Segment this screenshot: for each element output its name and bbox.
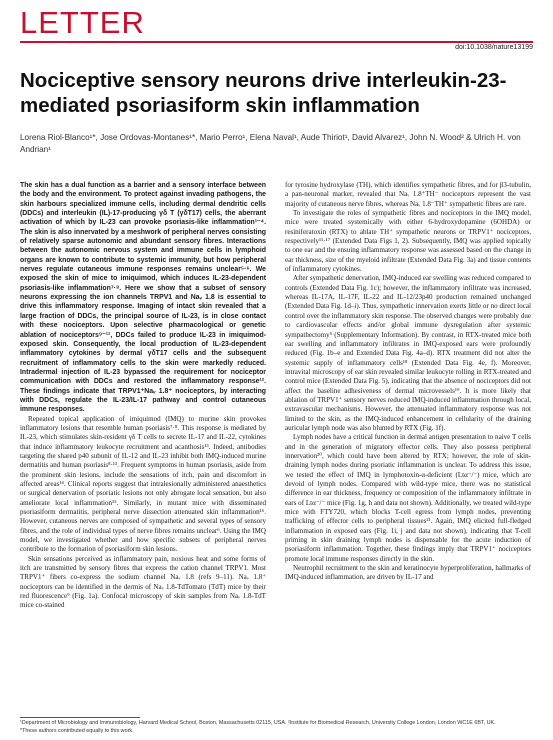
right-column <box>285 181 531 583</box>
equal-contribution-footnote: *These authors contributed equally to this work. <box>20 727 134 734</box>
journal-header <box>20 6 533 42</box>
affiliations-footnote: ¹Department of Microbiology and Immunobiology, Harvard Medical School, Boston, Massachusetts 02115, USA. ²Institute for Biomedical Research, University College London, London WC1E 6BT, UK. <box>20 720 496 726</box>
footnotes <box>20 720 533 735</box>
body-paragraph: Neutrophil recruitment to the skin and keratinocyte hyperproliferation, hallmarks of IMQ-induced inflammation, are driven by IL-17 and <box>285 564 531 582</box>
doi-link[interactable]: doi:10.1038/nature13199 <box>455 44 533 51</box>
body-paragraph: After sympathetic denervation, IMQ-induced ear swelling was reduced compared to controls (Extended Data Fig. 1c); however, the inflammatory infiltrate was increased, whereas IL-17A, IL-17F, IL-22 and IL-12/23p40 production remained unchanged (Extended Data Fig. 1d–i). Thus, sympathetic innervation exerts little or no direct local control over the inflammatory skin response. The observed changes were probably due to cardiovascular effects and/or global immune dysregulation after systemic sympathectomy⁵ (Supplementary Information). By contrast, in RTX-treated mice both ear swelling and inflammatory infiltrates in IMQ-exposed ears were profoundly reduced (Fig. 1b–e and Extended Data Fig. 4a–d). RTX treatment did not alter the systemic supply of inflammatory cells¹⁸ (Extended Data Fig. 4e, f). Moreover, intravital microscopy of ear skin revealed similar leukocyte rolling in RTX-treated and control mice (Extended Data Fig. 5), indicating that the absence of nociceptors did not affect the baseline adhesiveness of dermal microvessels¹⁹. It is more likely that ablation of TRPV1⁺ sensory nerves reduced IMQ-induced inflammation through local, extravascular mechanisms. However, the attenuated inflammatory response was not limited to the skin, as the IMQ-induced enhancement in cellularity of the draining auricular lymph node was also blunted by RTX (Fig. 1f). <box>285 274 531 432</box>
article-title: Nociceptive sensory neurons drive interleukin-23-mediated psoriasiform skin inflammation <box>20 69 507 117</box>
author-list: Lorena Riol-Blanco¹*, Jose Ordovas-Montanes¹*, Mario Perro¹, Elena Naval¹, Aude Thiriot¹, David Alvarez¹, John N. Wood² & Ulrich H. von Andrian¹ <box>20 133 521 154</box>
body-paragraph: Skin sensations perceived as inflammatory pain, noxious heat and some forms of itch are transmitted by sensory fibres that express the cation channel TRPV1. Most TRPV1⁺ fibers co-express the sodium channel Naᵥ 1.8 (refs 9–11). Naᵥ 1.8⁺ nociceptors can be identified in the dermis of Naᵥ 1.8-TdTomato (TdT) mice by their red fluorescence⁹ (Fig. 1a). Confocal microscopy of skin samples from Naᵥ 1.8-TdT mice co-stained <box>20 554 266 610</box>
footnote-rule <box>20 717 140 718</box>
left-column <box>20 181 266 611</box>
section-label: LETTER <box>20 5 145 40</box>
body-paragraph: Lymph nodes have a critical function in dermal antigen presentation to naive T cells and in the generation of migratory effector cells. They also possess peripheral innervation²⁰, which could have been altered by RTX; however, the role of skin-draining lymph nodes during psoriatic inflammation is unclear. To address this issue, we tested the effect of IMQ in lymphotoxin-α-deficient (Ltα⁻/⁻) mice, which are devoid of lymph nodes. Compared with wild-type mice, there was no statistical difference in ear thickness, frequency or composition of the inflammatory infiltrate in ears of Ltα⁻/⁻ mice (Fig. 1g, h and data not shown). Additionally, we treated wild-type mice with FTY720, which blocks T-cell egress from lymph nodes, preventing trafficking of effector cells to peripheral tissues²¹. Again, IMQ elicited full-fledged inflammation in exposed ears (Fig. 1i, j and data not shown), indicating that T-cell priming in skin draining lymph nodes is dispensable for the acute induction of psoriasiform inflammation. Together, these findings imply that TRPV1⁺ nociceptors promote local immune responses directly in the skin. <box>285 433 531 563</box>
body-paragraph: To investigate the roles of sympathetic fibres and nociceptors in the IMQ model, mice were treated systemically with either 6-hydroxydopamine (6OHDA) or resiniferatoxin (RTX) to ablate TH⁺ sympathetic neurons or TRPV1⁺ nociceptors, respectively¹¹·¹⁷ (Extended Data Figs 1, 2). Subsequently, IMQ was applied topically to one ear and the ensuing inflammatory response was assessed based on the change in ear thickness, size of the myeloid infiltrate (Extended Data Fig. 3a) and tissue contents of inflammatory cytokines. <box>285 209 531 274</box>
body-paragraph: for tyrosine hydroxylase (TH), which identifies sympathetic fibres, and for β3-tubulin, a pan-neuronal marker, revealed that Naᵥ 1.8⁺TH⁻ nociceptors represent the vast majority of cutaneous nerve fibres, whereas Naᵥ 1.8⁻TH⁺ sympathetic fibres are rare. <box>285 181 531 208</box>
body-paragraph: Repeated topical application of imiquimod (IMQ) to murine skin provokes inflammatory lesions that resemble human psoriasis⁷·⁸. This response is mediated by IL-23, which stimulates skin-resident γδ T cells to secrete IL-17 and IL-22, cytokines that induce inflammatory leukocyte recruitment and acanthosis¹³. Indeed, antibodies targeting the shared p40 subunit of IL-12 and IL-23 inhibit both IMQ-induced murine dermatitis and human psoriasis⁸·¹³. Frequent symptoms in human psoriasis, aside from the prominent skin lesions, include the sensations of itch, pain and discomfort in affected areas¹⁴. Clinical reports suggest that intralesionally administered anaesthetics or surgical denervation of psoriatic lesions not only abrogate local sensation, but also ameliorate local inflammation¹⁵. Similarly, in mutant mice with disseminated psoriasiform dermatitis, peripheral nerve dissection attenuated skin inflammation¹⁶. However, cutaneous nerves are composed of sympathetic and several types of sensory fibres, and the role of individual types of nerve fibres remains unclear⁶. Using the IMQ model, we investigated whether and how specific subsets of peripheral nerves contribute to the formation of psoriasiform skin lesions. <box>20 414 266 554</box>
abstract: The skin has a dual function as a barrier and a sensory interface between the body and the environment. To protect against invading pathogens, the skin harbours specialized immune cells, including dermal dendritic cells (DDCs) and interleukin (IL)-17-producing γδ T (γδT17) cells, the aberrant activation of which by IL-23 can provoke psoriasis-like inflammation¹⁻⁴. The skin is also innervated by a meshwork of peripheral nerves consisting of relatively sparse autonomic and abundant sensory fibres. Interactions between the autonomic nervous system and immune cells in lymphoid organs are known to contribute to systemic immunity, but how peripheral nerves regulate cutaneous immune responses remains unclear⁵·⁶. We exposed the skin of mice to imiquimod, which induces IL-23-dependent psoriasis-like inflammation⁷·⁸. Here we show that a subset of sensory neurons expressing the ion channels TRPV1 and Naᵥ 1.8 is essential to drive this inflammatory response. Imaging of intact skin revealed that a large fraction of DDCs, the principal source of IL-23, is in close contact with these nociceptors. Upon selective pharmacological or genetic ablation of nociceptors⁹⁻¹¹, DDCs failed to produce IL-23 in imiquimod-exposed skin. Consequently, the local production of IL-23-dependent inflammatory cytokines by dermal γδT17 cells and the subsequent recruitment of inflammatory cells to the skin were markedly reduced. Intradermal injection of IL-23 bypassed the requirement for nociceptor communication with DDCs and restored the inflammatory response¹². These findings indicate that TRPV1⁺Naᵥ 1.8⁺ nociceptors, by interacting with DDCs, regulate the IL-23/IL-17 pathway and control cutaneous immune responses. <box>20 182 266 414</box>
header-rule <box>20 41 533 43</box>
